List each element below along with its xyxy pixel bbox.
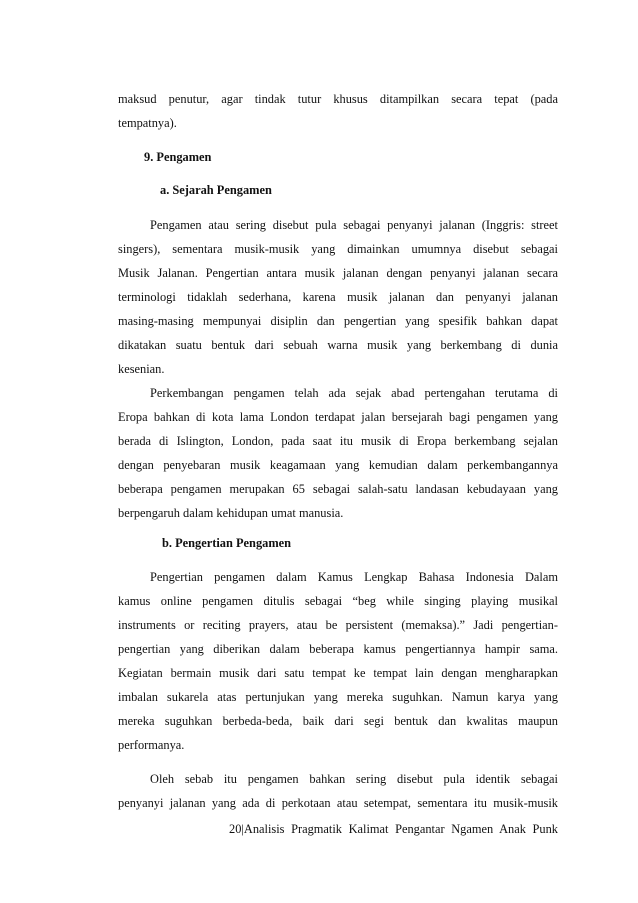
text-line: imbalan sukarela atas pertunjukan yang mereka suguhkan. Namun karya yang <box>118 690 558 704</box>
text-line: berada di Islington, London, pada saat itu musik di Eropa berkembang sejalan <box>118 434 558 448</box>
text-line: masing-masing mempunyai disiplin dan pengertian yang spesifik bahkan dapat <box>118 314 558 328</box>
subsection-heading-a: a. Sejarah Pengamen <box>160 183 272 197</box>
section-heading: 9. Pengamen <box>144 150 212 164</box>
text-line: pengertian yang diberikan dalam beberapa kamus pengertiannya hampir sama. <box>118 642 558 656</box>
text-line: Musik Jalanan. Pengertian antara musik jalanan dengan penyanyi jalanan secara <box>118 266 558 280</box>
text-line: dengan penyebaran musik keagamaan yang kemudian dalam perkembangannya <box>118 458 558 472</box>
text-line: Eropa bahkan di kota lama London terdapat jalan bersejarah bagi pengamen yang <box>118 410 558 424</box>
text-line: maksud penutur, agar tindak tutur khusus ditampilkan secara tepat (pada <box>118 92 558 106</box>
text-line: terminologi tidaklah sederhana, karena musik jalanan dan penyanyi jalanan <box>118 290 558 304</box>
text-line: Pengamen atau sering disebut pula sebagai penyanyi jalanan (Inggris: street <box>150 218 558 232</box>
text-line: mereka suguhkan berbeda-beda, baik dari segi bentuk dan kwalitas maupun <box>118 714 558 728</box>
text-line: tempatnya). <box>118 116 177 130</box>
text-line: kesenian. <box>118 362 165 376</box>
text-line: Oleh sebab itu pengamen bahkan sering disebut pula identik sebagai <box>150 772 558 786</box>
text-line: kamus online pengamen ditulis sebagai “beg while singing playing musikal <box>118 594 558 608</box>
text-line: dikatakan suatu bentuk dari sebuah warna musik yang berkembang di dunia <box>118 338 558 352</box>
text-line: Pengertian pengamen dalam Kamus Lengkap Bahasa Indonesia Dalam <box>150 570 558 584</box>
text-line: singers), sementara musik-musik yang dimainkan umumnya disebut sebagai <box>118 242 558 256</box>
text-line: performanya. <box>118 738 185 752</box>
subsection-heading-b: b. Pengertian Pengamen <box>162 536 292 550</box>
text-line: Kegiatan bermain musik dari satu tempat ke tempat lain dengan mengharapkan <box>118 666 558 680</box>
text-line: beberapa pengamen merupakan 65 sebagai salah-satu landasan kebudayaan yang <box>118 482 558 496</box>
text-line: berpengaruh dalam kehidupan umat manusia. <box>118 506 344 520</box>
text-line: penyanyi jalanan yang ada di perkotaan atau setempat, sementara itu musik-musik <box>118 796 558 810</box>
page-footer: 20|Analisis Pragmatik Kalimat Pengantar Ngamen Anak Punk <box>229 822 558 836</box>
text-line: instruments or reciting prayers, atau be persistent (memaksa).” Jadi pengertian- <box>118 618 558 632</box>
text-line: Perkembangan pengamen telah ada sejak abad pertengahan terutama di <box>150 386 558 400</box>
